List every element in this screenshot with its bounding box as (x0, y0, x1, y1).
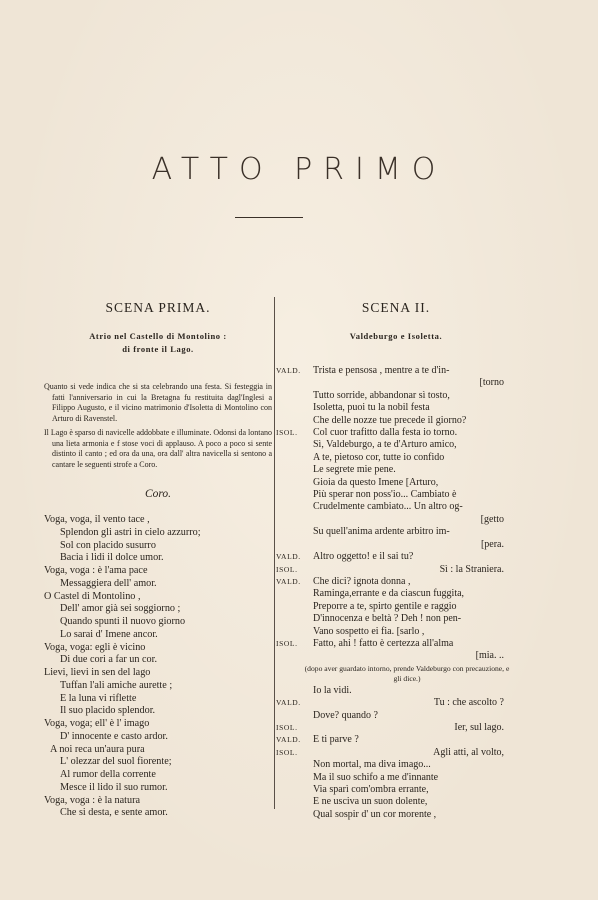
dialogue-text: Ma il suo schifo a me d'innante (313, 771, 439, 783)
dialogue-text: Sì : la Straniera. (439, 563, 504, 575)
speaker-label: ISOL. (276, 722, 298, 732)
verse-line: Lo sarai d' Imene ancor. (60, 628, 158, 640)
verse-line: Di due cori a far un cor. (60, 654, 158, 666)
dialogue-text: Vano sospetto ei fia. [sarlo , (313, 625, 425, 637)
scene-two-setting: Valdeburgo e Isoletta. (349, 331, 443, 341)
dialogue-line (280, 489, 512, 501)
verse-line: Sol con placido susurro (60, 539, 156, 551)
dialogue-text: Che dici? ignota donna , (313, 575, 411, 587)
dialogue-line (276, 637, 512, 650)
scene-two-heading: SCENA II. (361, 300, 431, 315)
verse-line: Voga, voga : è l'ama pace (44, 565, 148, 576)
dialogue-text: Via sparì com'ombra errante, (313, 784, 429, 795)
dialogue-line (280, 539, 512, 551)
verse-line: Voga, voga, il vento tace , (44, 514, 150, 525)
setting-line-1: Atrio nel Castello di Montolino : (89, 331, 227, 341)
verse-line: Che si desta, e sente amor. (60, 807, 168, 819)
dialogue-text: Sì, Valdeburgo, a te d'Arturo amico, (313, 439, 457, 451)
stage-paragraph-2: Il Lago è sparso di navicelle addobbate e illuminate. Odonsi da lontano una lieta armonia e f stose voci di applauso. A poco a poco si sente distinto il canto ; ed ora da una, ora dall' altra navicella si sentono a cantare le seguenti strofe a Coro. (44, 428, 272, 469)
verse-line: Voga, voga: egli è vicino (44, 641, 146, 653)
verse-line: A noi reca un'aura pura (50, 743, 145, 755)
column-divider (274, 297, 275, 809)
right-column (276, 300, 512, 821)
dialogue-text: [getto (480, 513, 504, 525)
speaker-label: ISOL. (276, 564, 298, 574)
dialogue-text: [torno (479, 377, 504, 389)
dialogue-line (280, 390, 512, 402)
dialogue-text: Fatto, ahi ! fatto è certezza all'alma (313, 637, 454, 649)
coro-verses (44, 514, 272, 820)
dialogue-line (276, 575, 512, 588)
dialogue-line (280, 464, 512, 476)
speaker-label: VALD. (276, 552, 301, 562)
speaker-label: ISOL. (276, 638, 298, 648)
title-rule (235, 217, 303, 218)
verse-line: Voga, voga; ell' è l' imago (44, 718, 150, 729)
dialogue-line (280, 626, 512, 638)
dialogue-line (276, 563, 512, 576)
dialogue-text: [pera. (480, 538, 504, 550)
dialogue-line (280, 650, 512, 662)
verse-line: L' olezzar del suol fiorente; (60, 756, 172, 768)
speaker-label: ISOL. (276, 747, 298, 757)
dialogue-text: Altro oggetto! e il sai tu? (313, 551, 414, 563)
speaker-label: ISOL. (276, 428, 298, 438)
scene-one-heading: SCENA PRIMA. (105, 300, 211, 315)
dialogue-line (280, 784, 512, 796)
dialogue-text: Su quell'anima ardente arbitro im- (313, 526, 450, 538)
verse-line: Lievi, lievi in sen del lago (44, 667, 151, 678)
verse-line: O Castel di Montolino , (44, 590, 141, 602)
dialogue-line (280, 601, 512, 613)
verse-line: Splendon gli astri in cielo azzurro; (60, 526, 201, 538)
verse-line: E la luna vi riflette (60, 692, 137, 704)
dialogue-text: Agli atti, al volto, (433, 746, 504, 758)
left-column (44, 300, 272, 820)
dialogue-text: D'innocenza e beltà ? Deh ! non pen- (313, 613, 462, 625)
scene-one-setting (44, 330, 272, 356)
dialogue-line (276, 551, 512, 563)
verse-line: D' innocente e casto ardor. (60, 730, 168, 742)
dialogue-line (280, 772, 512, 784)
dialogue-text: Io la vidi. (313, 684, 352, 696)
act-title: ATTO PRIMO (151, 152, 447, 187)
dialogue-text: A te, pietoso cor, tutte io confido (313, 451, 445, 463)
verse-line: Al rumor della corrente (60, 769, 156, 780)
speaker-label: VALD. (276, 576, 301, 586)
dialogue-line (280, 514, 512, 526)
dialogue-text: Non mortal, ma diva imago... (313, 759, 431, 771)
dialogue-continued (276, 684, 512, 821)
dialogue-text: Che delle nozze tue precede il giorno? (313, 414, 467, 426)
dialogue-text: E ne usciva un suon dolente, (313, 796, 428, 808)
dialogue-line (276, 427, 512, 439)
dialogue-line (280, 588, 512, 600)
setting-line-2: di fronte il Lago. (122, 344, 194, 354)
dialogue-text: Più sperar non poss'io... Cambiato è (313, 489, 457, 501)
dialogue-line (280, 613, 512, 625)
verse-line: Tuffan l'ali amiche aurette ; (60, 679, 173, 691)
dialogue-line (276, 721, 512, 734)
dialogue-line (276, 365, 512, 377)
dialogue-line (280, 809, 512, 821)
dialogue-line (280, 796, 512, 808)
dialogue-text: Dove? quando ? (313, 709, 378, 721)
verse-line: Messaggiera dell' amor. (60, 577, 157, 589)
dialogue-line (280, 377, 512, 389)
dialogue-text: Le segrete mie pene. (313, 464, 396, 476)
dialogue-text: E ti parve ? (313, 734, 359, 746)
dialogue-line (280, 439, 512, 451)
dialogue-line (280, 526, 512, 538)
dialogue-line (276, 697, 512, 709)
dialogue-line (280, 685, 512, 697)
dialogue-text: Gioia da questo Imene [Arturo, (313, 476, 439, 488)
dialogue (276, 365, 512, 663)
verse-line: Mesce il lido il suo rumor. (60, 781, 168, 793)
speaker-label: VALD. (276, 698, 301, 708)
dialogue-text: Trista e pensosa , mentre a te d'in- (313, 365, 450, 376)
dialogue-line (280, 402, 512, 414)
dialogue-line (280, 477, 512, 489)
dialogue-line (276, 734, 512, 746)
dialogue-line (280, 759, 512, 771)
coro-heading: Coro. (144, 488, 172, 500)
dialogue-text: Qual sospir d' un cor morente , (313, 808, 437, 820)
dialogue-line (280, 710, 512, 722)
verse-line: Bacia i lidi il dolce umor. (60, 552, 164, 564)
verse-line: Quando spunti il nuovo giorno (60, 616, 186, 627)
stage-direction: (dopo aver guardato intorno, prende Valdeburgo con precauzione, e gli dice.) (304, 663, 510, 683)
dialogue-text: [mia. .. (475, 650, 504, 662)
stage-directions (44, 382, 272, 470)
speaker-label: VALD. (276, 366, 301, 375)
stage-paragraph-1: Quanto si vede indica che si sta celebrando una festa. Si festeggia in fatti l'anniversario in cui la Bretagna fu restituita dagl'Inglesi a Filippo Augusto, e il vicino matrimonio d'Isoletta di Montolino con Arturo di Ravenstel. (44, 382, 272, 423)
dialogue-text: Col cuor trafitto dalla festa io torno. (313, 427, 458, 439)
dialogue-text: Ier, sul lago. (454, 721, 504, 733)
dialogue-line (276, 746, 512, 759)
dialogue-line (280, 452, 512, 464)
dialogue-text: Tutto sorride, abbandonar sì tosto, (313, 389, 450, 401)
verse-line: Dell' amor già sei soggiorno ; (60, 603, 181, 615)
dialogue-line (280, 415, 512, 427)
dialogue-text: Preporre a te, spirto gentile e raggio (313, 600, 457, 612)
dialogue-text: Raminga,errante e da ciascun fuggita, (313, 588, 465, 600)
speaker-label: VALD. (276, 735, 301, 745)
verse-line: Voga, voga : è la natura (44, 794, 140, 806)
verse-line: Il suo placido splendor. (60, 705, 156, 717)
dialogue-text: Crudelmente cambiato... Un altro og- (313, 501, 463, 513)
dialogue-text: Isoletta, puoi tu la nobil festa (313, 402, 430, 414)
dialogue-line (280, 501, 512, 513)
dialogue-text: Tu : che ascolto ? (433, 697, 504, 709)
